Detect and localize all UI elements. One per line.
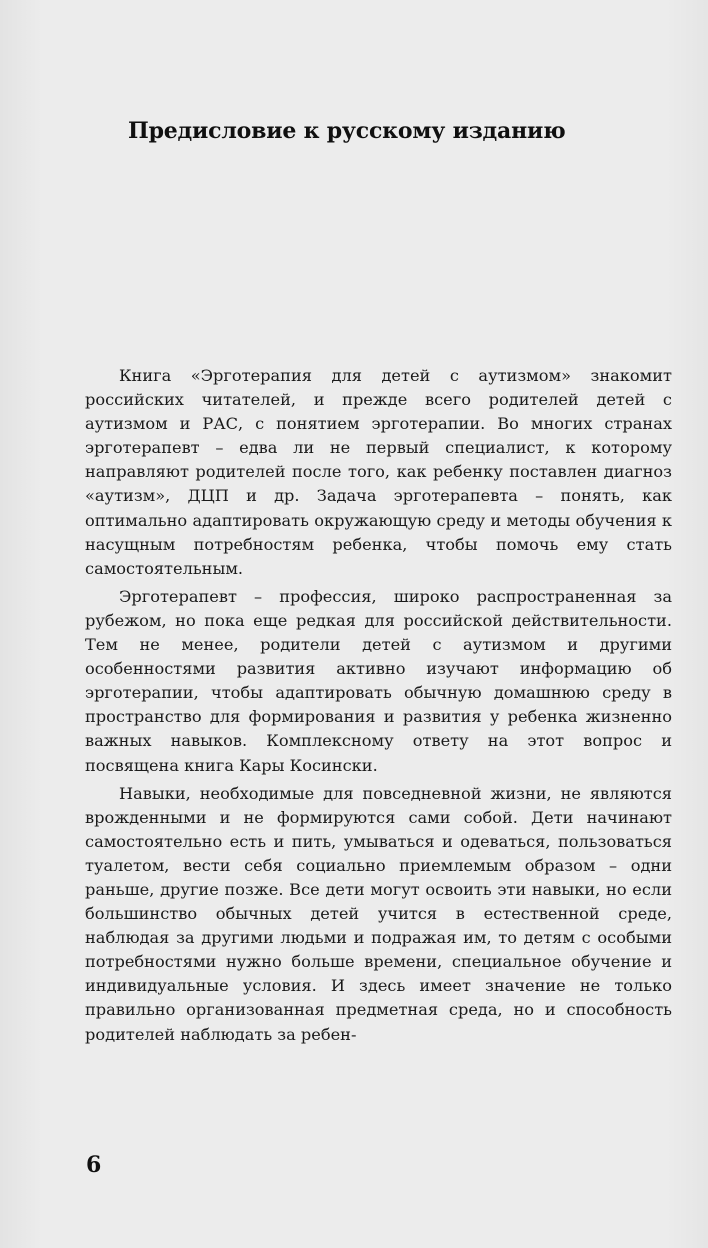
preface-body xyxy=(85,364,672,1047)
paragraph-2: Эрготерапевт – профессия, широко распространенная за рубежом, но пока еще редкая для российской действительности. Тем не менее, родители детей с аутизмом и другими особенностями развития активно изучают информацию об эрготерапии, чтобы адаптировать обычную домашнюю среду в пространство для формирования и развития у ребенка жизненно важных навыков. Комплексному ответу на этот вопрос и посвящена книга Кары Косински. xyxy=(85,586,672,775)
page-title: Предисловие к русскому изданию xyxy=(128,118,566,144)
paragraph-3: Навыки, необходимые для повседневной жизни, не являются врожденными и не формируются сами собой. Дети начинают самостоятельно есть и пить, умываться и одеваться, пользоваться туалетом, вести себя социально приемлемым образом – одни раньше, другие позже. Все дети могут освоить эти навыки, но если большинство обычных детей учится в естественной среде, наблюдая за другими людьми и подражая им, то детям с особыми потребностями нужно больше времени, специальное обучение и индивидуальные условия. И здесь имеет значение не только правильно организованная предметная среда, но и способность родителей наблюдать за ребен- xyxy=(85,783,672,1044)
page-number: 6 xyxy=(86,1152,102,1178)
paragraph-1: Книга «Эрготерапия для детей с аутизмом» знакомит российских читателей, и прежде всего родителей детей с аутизмом и РАС, с понятием эрготерапии. Во многих странах эрготерапевт – едва ли не первый специалист, к которому направляют родителей после того, как ребенку поставлен диагноз «аутизм», ДЦП и др. Задача эрготерапевта – понять, как оптимально адаптировать окружающую среду и методы обучения к насущным потребностям ребенка, чтобы помочь ему стать самостоятельным. xyxy=(85,366,672,578)
